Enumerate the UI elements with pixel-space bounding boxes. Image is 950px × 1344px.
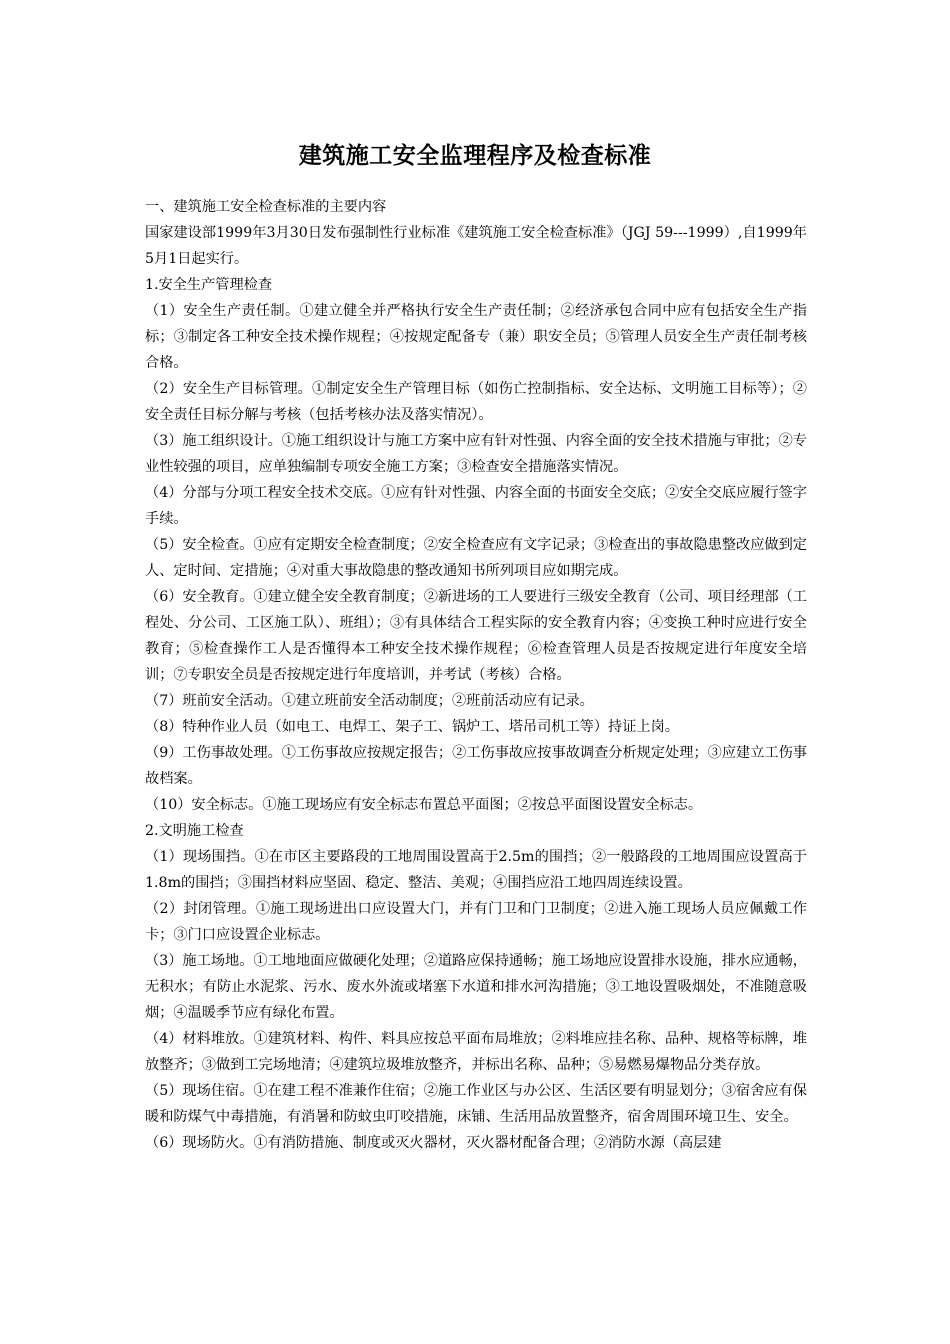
paragraph: （1）安全生产责任制。①建立健全并严格执行安全生产责任制；②经济承包合同中应有包括安全生产指标；③制定各工种安全技术操作规程；④按规定配备专（兼）职安全员；⑤管理人员安全生产责任制考核合格。 [145, 303, 807, 371]
paragraph: （1）现场围挡。①在市区主要路段的工地周围设置高于2.5m的围挡；②一般路段的工地周围应设置高于1.8m的围挡；③围挡材料应坚固、稳定、整洁、美观；④围挡应沿工地四周连续设置。 [145, 849, 807, 891]
paragraph: （3）施工组织设计。①施工组织设计与施工方案中应有针对性强、内容全面的安全技术措施与审批；②专业性较强的项目，应单独编制专项安全施工方案；③检查安全措施落实情况。 [145, 433, 807, 475]
section-heading: 一、建筑施工安全检查标准的主要内容 [145, 199, 387, 215]
paragraph: （10）安全标志。①施工现场应有安全标志布置总平面图；②按总平面图设置安全标志。 [145, 797, 703, 813]
paragraph: （2）封闭管理。①施工现场进出口应设置大门，并有门卫和门卫制度；②进入施工现场人员应佩戴工作卡；③门口应设置企业标志。 [145, 901, 807, 943]
paragraph: （4）材料堆放。①建筑材料、构件、料具应按总平面布局堆放；②料堆应挂名称、品种、规格等标牌，堆放整齐；③做到工完场地清；④建筑垃圾堆放整齐，并标出名称、品种；⑤易燃易爆物品分类存放。 [145, 1031, 807, 1073]
document-body [145, 194, 807, 1156]
paragraph: （9）工伤事故处理。①工伤事故应按规定报告；②工伤事故应按事故调查分析规定处理；③应建立工伤事故档案。 [145, 745, 807, 787]
paragraph: （6）现场防火。①有消防措施、制度或灭火器材，灭火器材配备合理；②消防水源（高层建 [145, 1135, 722, 1151]
section-heading: 2.文明施工检查 [145, 823, 244, 839]
paragraph: （4）分部与分项工程安全技术交底。①应有针对性强、内容全面的书面安全交底；②安全交底应履行签字手续。 [145, 485, 807, 527]
document-title: 建筑施工安全监理程序及检查标准 [298, 142, 652, 170]
paragraph: （6）安全教育。①建立健全安全教育制度；②新进场的工人要进行三级安全教育（公司、项目经理部（工程处、分公司、工区施工队）、班组）；③有具体结合工程实际的安全教育内容；④变换工种时应进行安全教育；⑤检查操作工人是否懂得本工种安全技术操作规程；⑥检查管理人员是否按规定进行年度安全培训；⑦专职安全员是否按规定进行年度培训，并考试（考核）合格。 [145, 589, 807, 683]
paragraph: （3）施工场地。①工地地面应做硬化处理；②道路应保持通畅；施工场地应设置排水设施，排水应通畅，无积水；有防止水泥浆、污水、废水外流或堵塞下水道和排水河沟措施；③工地设置吸烟处，不准随意吸烟；④温暖季节应有绿化布置。 [145, 953, 807, 1021]
paragraph: （8）特种作业人员（如电工、电焊工、架子工、锅炉工、塔吊司机工等）持证上岗。 [145, 719, 679, 735]
paragraph: （5）现场住宿。①在建工程不准兼作住宿；②施工作业区与办公区、生活区要有明显划分；③宿舍应有保暖和防煤气中毒措施，有消暑和防蚊虫叮咬措施，床铺、生活用品放置整齐，宿舍周围环境卫生、安全。 [145, 1083, 807, 1125]
paragraph: （7）班前安全活动。①建立班前安全活动制度；②班前活动应有记录。 [145, 693, 594, 709]
paragraph: （2）安全生产目标管理。①制定安全生产管理目标（如伤亡控制指标、安全达标、文明施工目标等）；②安全责任目标分解与考核（包括考核办法及落实情况）。 [145, 381, 807, 423]
paragraph: （5）安全检查。①应有定期安全检查制度；②安全检查应有文字记录；③检查出的事故隐患整改应做到定人、定时间、定措施；④对重大事故隐患的整改通知书所列项目应如期完成。 [145, 537, 807, 579]
paragraph: 国家建设部1999年3月30日发布强制性行业标准《建筑施工安全检查标准》（JGJ 59---1999）,自1999年5月1日起实行。 [145, 225, 807, 267]
section-heading: 1.安全生产管理检查 [145, 277, 273, 293]
